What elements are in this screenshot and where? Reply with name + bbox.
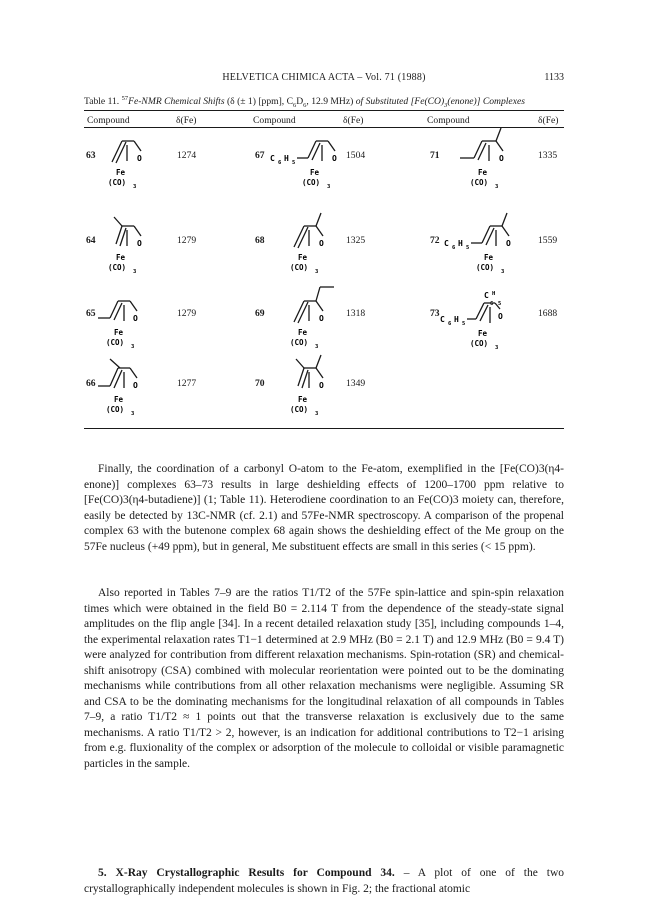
svg-text:5: 5 xyxy=(498,301,502,307)
svg-text:O: O xyxy=(137,239,142,248)
table-top-rule xyxy=(84,110,564,111)
compound-number: 66 xyxy=(86,378,96,389)
compound-number: 69 xyxy=(255,308,265,319)
svg-text:Fe: Fe xyxy=(298,328,308,337)
shift-value: 1325 xyxy=(346,235,366,246)
svg-text:O: O xyxy=(499,154,504,163)
svg-text:(CO): (CO) xyxy=(290,338,309,347)
svg-text:O: O xyxy=(133,381,138,390)
body-paragraph-2: Also reported in Tables 7–9 are the ratios T1/T2 of the 57Fe spin-lattice and spin-spin relaxation times which were obtained in the field B0 = 2.114 T from the dependence of the steady-state signal amplitudes on the flip angle [34]. In a recent detailed relaxation study [35], including compounds 1–4, the experimental relaxation rates T1−1 determined at 2.9 MHz (B0 = 2.1 T) and 12.9 MHz (B0 = 9.4 T) were analyzed for contribution from different relaxation mechanisms. Spin-rotation (SR) and chemical-shift anisotropy (CSA) combined with molecular reorientation were pointed out to be the dominating mechanisms while contributions from all other relaxation mechanisms were negligible. Assuming SR and CSA to be the dominating mechanisms for the longitudinal relaxation of all compounds in Tables 7–9, a ratio T1/T2 ≈ 1 points out that the transverse relaxation is exclusively due to the same mechanisms. A ratio T1/T2 > 2, however, is an indication for additional contributions to T2−1 arising from e.g. fluxionality of the complex or adsorption of the molecule to colloidal or visible paramagnetic particles in the sample. xyxy=(84,587,564,771)
structure-73 xyxy=(440,285,520,355)
page-number: 1133 xyxy=(544,72,564,83)
svg-text:O: O xyxy=(319,239,324,248)
svg-text:(CO): (CO) xyxy=(108,263,127,272)
body-paragraph-1: Finally, the coordination of a carbonyl O-atom to the Fe-atom, exemplified in the [Fe(CO)3(η4-enone)] complexes 63–73 results in large deshielding effects of 1200–1700 ppm relative to [Fe(CO)3(η4-butadiene)] (1; Table 11). Heterodiene coordination to an Fe(CO)3 moiety can, therefore, easily be detected by 13C-NMR (cf. 2.1) and 57Fe-NMR spectroscopy. A comparison of the propenal complex 63 with the butenone complex 68 again shows the deshielding effect of the Me group on the 57Fe nucleus (+49 ppm), but in general, Me substituent effects are small in this series (< 15 ppm). xyxy=(84,463,564,553)
svg-text:3: 3 xyxy=(315,344,319,350)
column-header-compound: Compound xyxy=(427,115,470,126)
svg-text:H: H xyxy=(492,291,496,297)
table-caption: Table 11. $^{57}$Fe-NMR Chemical Shifts (δ (± 1) [ppm], $C_6D_6$, 12.9 MHz) of Substituted $[Fe(CO)_3(enone)]$ Complexes xyxy=(84,95,525,110)
structure-72 xyxy=(444,213,524,283)
compound-number: 63 xyxy=(86,150,96,161)
section-text: – A plot of one of the two crystallographically independent molecules is shown in Fig. 2; the fractional atomic xyxy=(84,867,564,895)
svg-text:C: C xyxy=(440,315,445,324)
compound-number: 73 xyxy=(430,308,440,319)
compound-number: 70 xyxy=(255,378,265,389)
column-header-compound: Compound xyxy=(87,115,130,126)
running-header xyxy=(84,72,564,86)
section-heading: 5. X-Ray Crystallographic Results for Compound 34. xyxy=(98,867,395,879)
svg-text:H: H xyxy=(454,315,459,324)
structure-63 xyxy=(108,128,188,198)
svg-text:3: 3 xyxy=(315,269,319,275)
svg-text:(CO): (CO) xyxy=(290,405,309,414)
svg-text:Fe: Fe xyxy=(114,328,124,337)
column-header-shift: δ(Fe) xyxy=(176,115,197,126)
svg-text:O: O xyxy=(319,381,324,390)
svg-text:O: O xyxy=(319,314,324,323)
svg-text:6: 6 xyxy=(448,321,452,327)
svg-text:Fe: Fe xyxy=(298,395,308,404)
svg-text:Fe: Fe xyxy=(478,168,488,177)
shift-value: 1279 xyxy=(177,308,197,319)
shift-value: 1335 xyxy=(538,150,558,161)
structure-64 xyxy=(108,213,188,283)
svg-text:(CO): (CO) xyxy=(290,263,309,272)
compound-number: 64 xyxy=(86,235,96,246)
svg-text:3: 3 xyxy=(133,269,137,275)
column-header-shift: δ(Fe) xyxy=(538,115,559,126)
compound-number: 72 xyxy=(430,235,440,246)
svg-text:(CO): (CO) xyxy=(302,178,321,187)
svg-text:H: H xyxy=(458,239,463,248)
structure-70 xyxy=(290,355,370,425)
svg-text:Fe: Fe xyxy=(298,253,308,262)
svg-text:(CO): (CO) xyxy=(476,263,495,272)
structure-66 xyxy=(98,355,178,425)
svg-text:(CO): (CO) xyxy=(106,405,125,414)
shift-value: 1688 xyxy=(538,308,558,319)
compound-number: 71 xyxy=(430,150,440,161)
section-5 xyxy=(84,866,564,897)
svg-text:H: H xyxy=(284,154,289,163)
shift-value: 1349 xyxy=(346,378,366,389)
table-bottom-rule xyxy=(84,428,564,429)
svg-text:Fe: Fe xyxy=(116,253,126,262)
shift-value: 1559 xyxy=(538,235,558,246)
svg-text:O: O xyxy=(506,239,511,248)
svg-text:3: 3 xyxy=(131,344,135,350)
shift-value: 1279 xyxy=(177,235,197,246)
shift-value: 1318 xyxy=(346,308,366,319)
svg-text:O: O xyxy=(133,314,138,323)
svg-text:(CO): (CO) xyxy=(106,338,125,347)
svg-text:C: C xyxy=(484,291,489,300)
svg-text:3: 3 xyxy=(131,411,135,417)
structure-71 xyxy=(456,128,536,198)
svg-text:6: 6 xyxy=(452,245,456,251)
structure-67 xyxy=(270,128,350,198)
column-header-shift: δ(Fe) xyxy=(343,115,364,126)
svg-text:Fe: Fe xyxy=(478,329,488,338)
svg-text:C: C xyxy=(444,239,449,248)
svg-text:6: 6 xyxy=(490,301,494,307)
svg-text:3: 3 xyxy=(327,184,331,190)
svg-text:(CO): (CO) xyxy=(108,178,127,187)
svg-text:3: 3 xyxy=(495,345,499,351)
compound-number: 67 xyxy=(255,150,265,161)
svg-text:3: 3 xyxy=(133,184,137,190)
svg-text:Fe: Fe xyxy=(116,168,126,177)
svg-text:O: O xyxy=(332,154,337,163)
structure-65 xyxy=(98,288,178,358)
compound-number: 68 xyxy=(255,235,265,246)
compound-number: 65 xyxy=(86,308,96,319)
svg-text:Fe: Fe xyxy=(310,168,320,177)
svg-text:Fe: Fe xyxy=(114,395,124,404)
shift-value: 1274 xyxy=(177,150,197,161)
svg-text:6: 6 xyxy=(278,160,282,166)
shift-value: 1504 xyxy=(346,150,366,161)
structure-68 xyxy=(290,213,370,283)
svg-text:5: 5 xyxy=(462,321,466,327)
column-header-compound: Compound xyxy=(253,115,296,126)
svg-text:3: 3 xyxy=(315,411,319,417)
svg-text:5: 5 xyxy=(292,160,296,166)
svg-text:C: C xyxy=(270,154,275,163)
journal-title: HELVETICA CHIMICA ACTA – Vol. 71 (1988) xyxy=(222,72,426,83)
svg-text:3: 3 xyxy=(495,184,499,190)
svg-text:5: 5 xyxy=(466,245,470,251)
svg-text:O: O xyxy=(137,154,142,163)
svg-text:Fe: Fe xyxy=(484,253,494,262)
svg-text:(CO): (CO) xyxy=(470,178,489,187)
svg-text:3: 3 xyxy=(501,269,505,275)
svg-text:O: O xyxy=(498,312,503,321)
shift-value: 1277 xyxy=(177,378,197,389)
svg-text:(CO): (CO) xyxy=(470,339,489,348)
